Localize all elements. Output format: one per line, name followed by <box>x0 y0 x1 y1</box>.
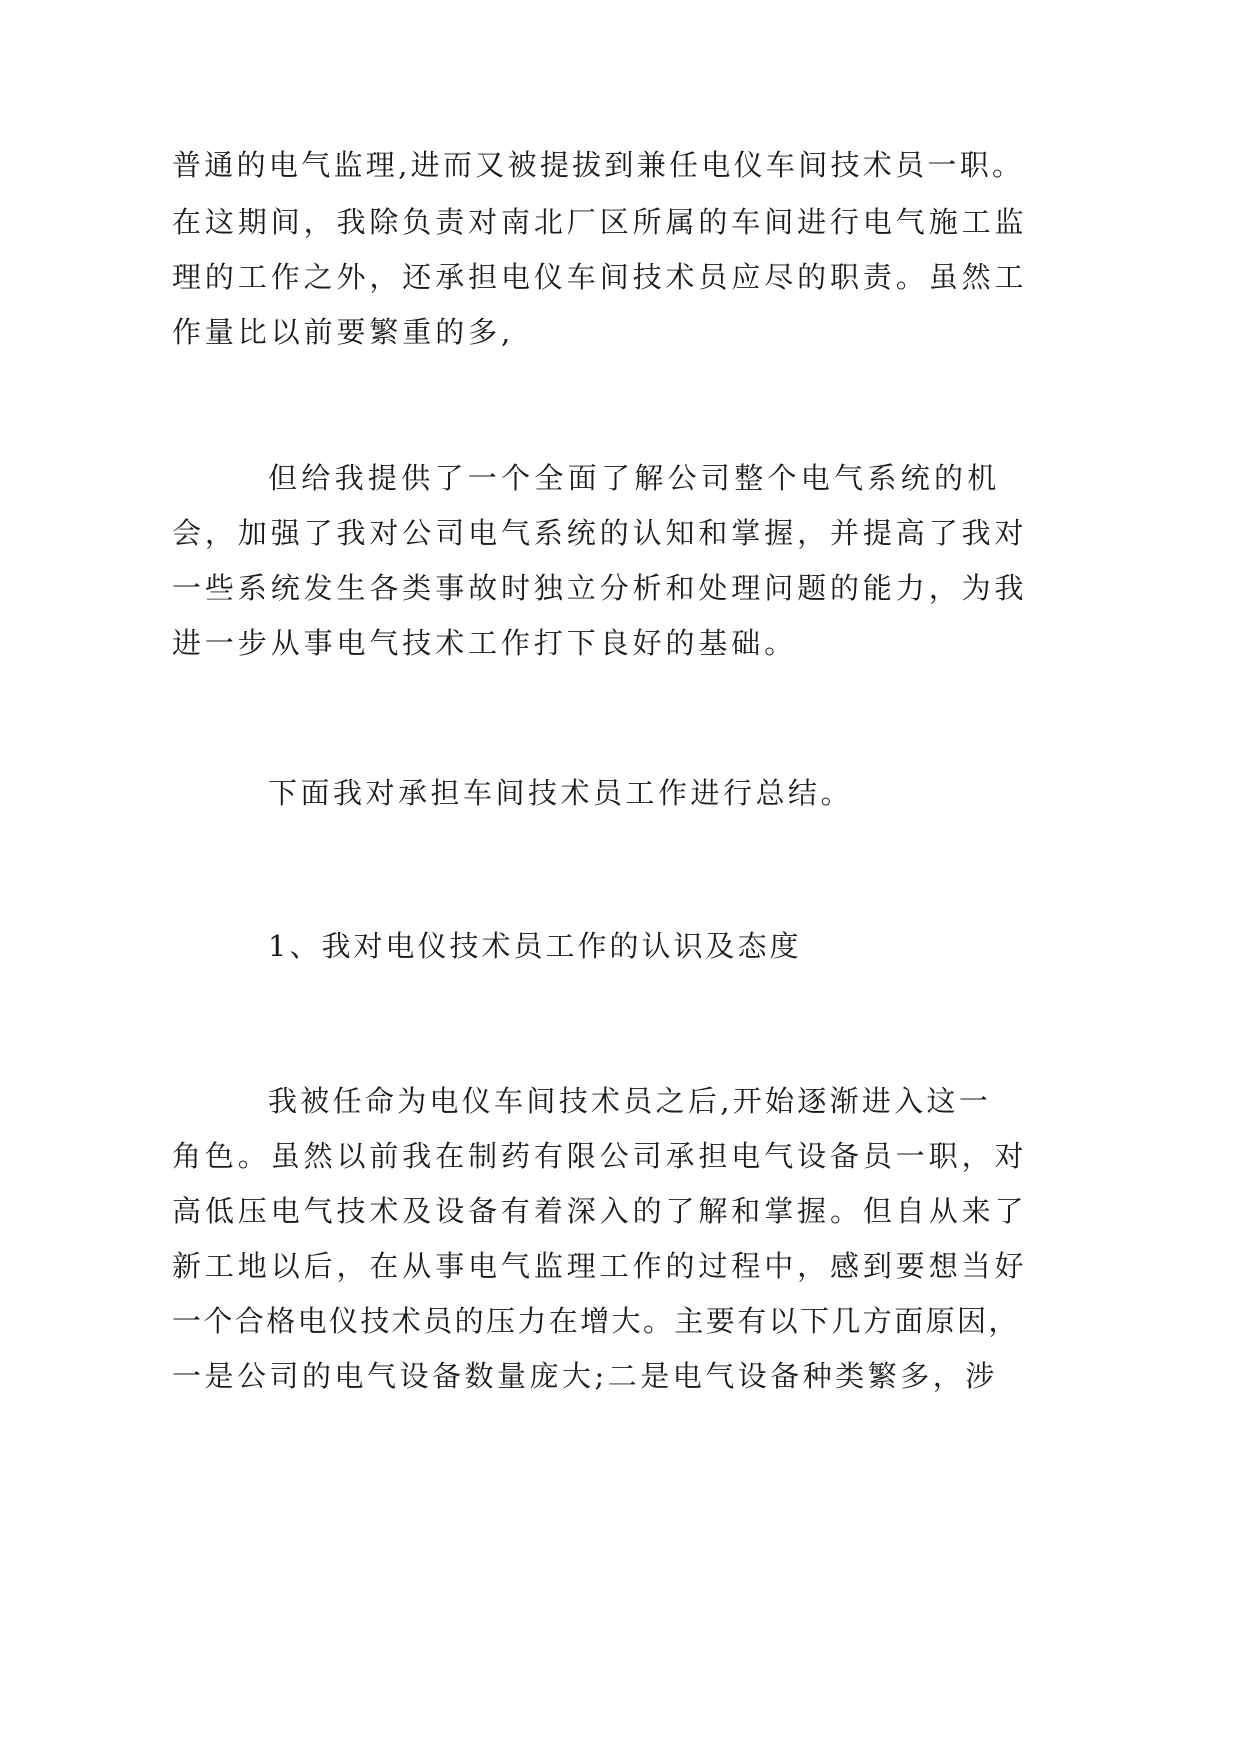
text-line <box>0 568 1241 608</box>
line-text: 作量比以前要繁重的多, <box>172 315 515 349</box>
text-line <box>0 1136 1241 1176</box>
line-text: 新工地以后，在从事电气监理工作的过程中，感到要想当好 <box>172 1249 1028 1283</box>
text-line <box>0 1081 1241 1121</box>
line-text: 一些系统发生各类事故时独立分析和处理问题的能力，为我 <box>172 571 1028 605</box>
text-line <box>0 312 1241 352</box>
line-text: 会，加强了我对公司电气系统的认知和掌握，并提高了我对 <box>172 516 1028 550</box>
text-line <box>0 773 1241 813</box>
text-line <box>0 458 1241 498</box>
text-line <box>0 202 1241 242</box>
text-line <box>0 623 1241 663</box>
line-text: 理的工作之外，还承担电仪车间技术员应尽的职责。虽然工 <box>172 260 1028 294</box>
text-line <box>0 1246 1241 1286</box>
line-text: 我被任命为电仪车间技术员之后,开始逐渐进入这一 <box>268 1084 992 1118</box>
line-text: 一个合格电仪技术员的压力在增大。主要有以下几方面原因， <box>172 1304 1020 1338</box>
line-text: 但给我提供了一个全面了解公司整个电气系统的机 <box>268 461 1001 495</box>
line-text: 下面我对承担车间技术员工作进行总结。 <box>268 776 854 810</box>
text-line <box>0 1301 1241 1341</box>
text-line <box>0 145 1241 185</box>
line-text: 高低压电气技术及设备有着深入的了解和掌握。但自从来了 <box>172 1194 1028 1228</box>
line-text: 进一步从事电气技术工作打下良好的基础。 <box>172 626 798 660</box>
text-line <box>0 513 1241 553</box>
text-line <box>0 1191 1241 1231</box>
heading-text: 1、我对电仪技术员工作的认识及态度 <box>268 929 802 963</box>
line-text: 一是公司的电气设备数量庞大;二是电气设备种类繁多，涉 <box>172 1359 998 1393</box>
section-heading <box>0 926 1241 966</box>
line-text: 普通的电气监理,进而又被提拔到兼任电仪车间技术员一职。 <box>172 148 1025 182</box>
line-text: 在这期间，我除负责对南北厂区所属的车间进行电气施工监 <box>172 205 1028 239</box>
text-line <box>0 257 1241 297</box>
text-line <box>0 1356 1241 1396</box>
line-text: 角色。虽然以前我在制药有限公司承担电气设备员一职，对 <box>172 1139 1028 1173</box>
